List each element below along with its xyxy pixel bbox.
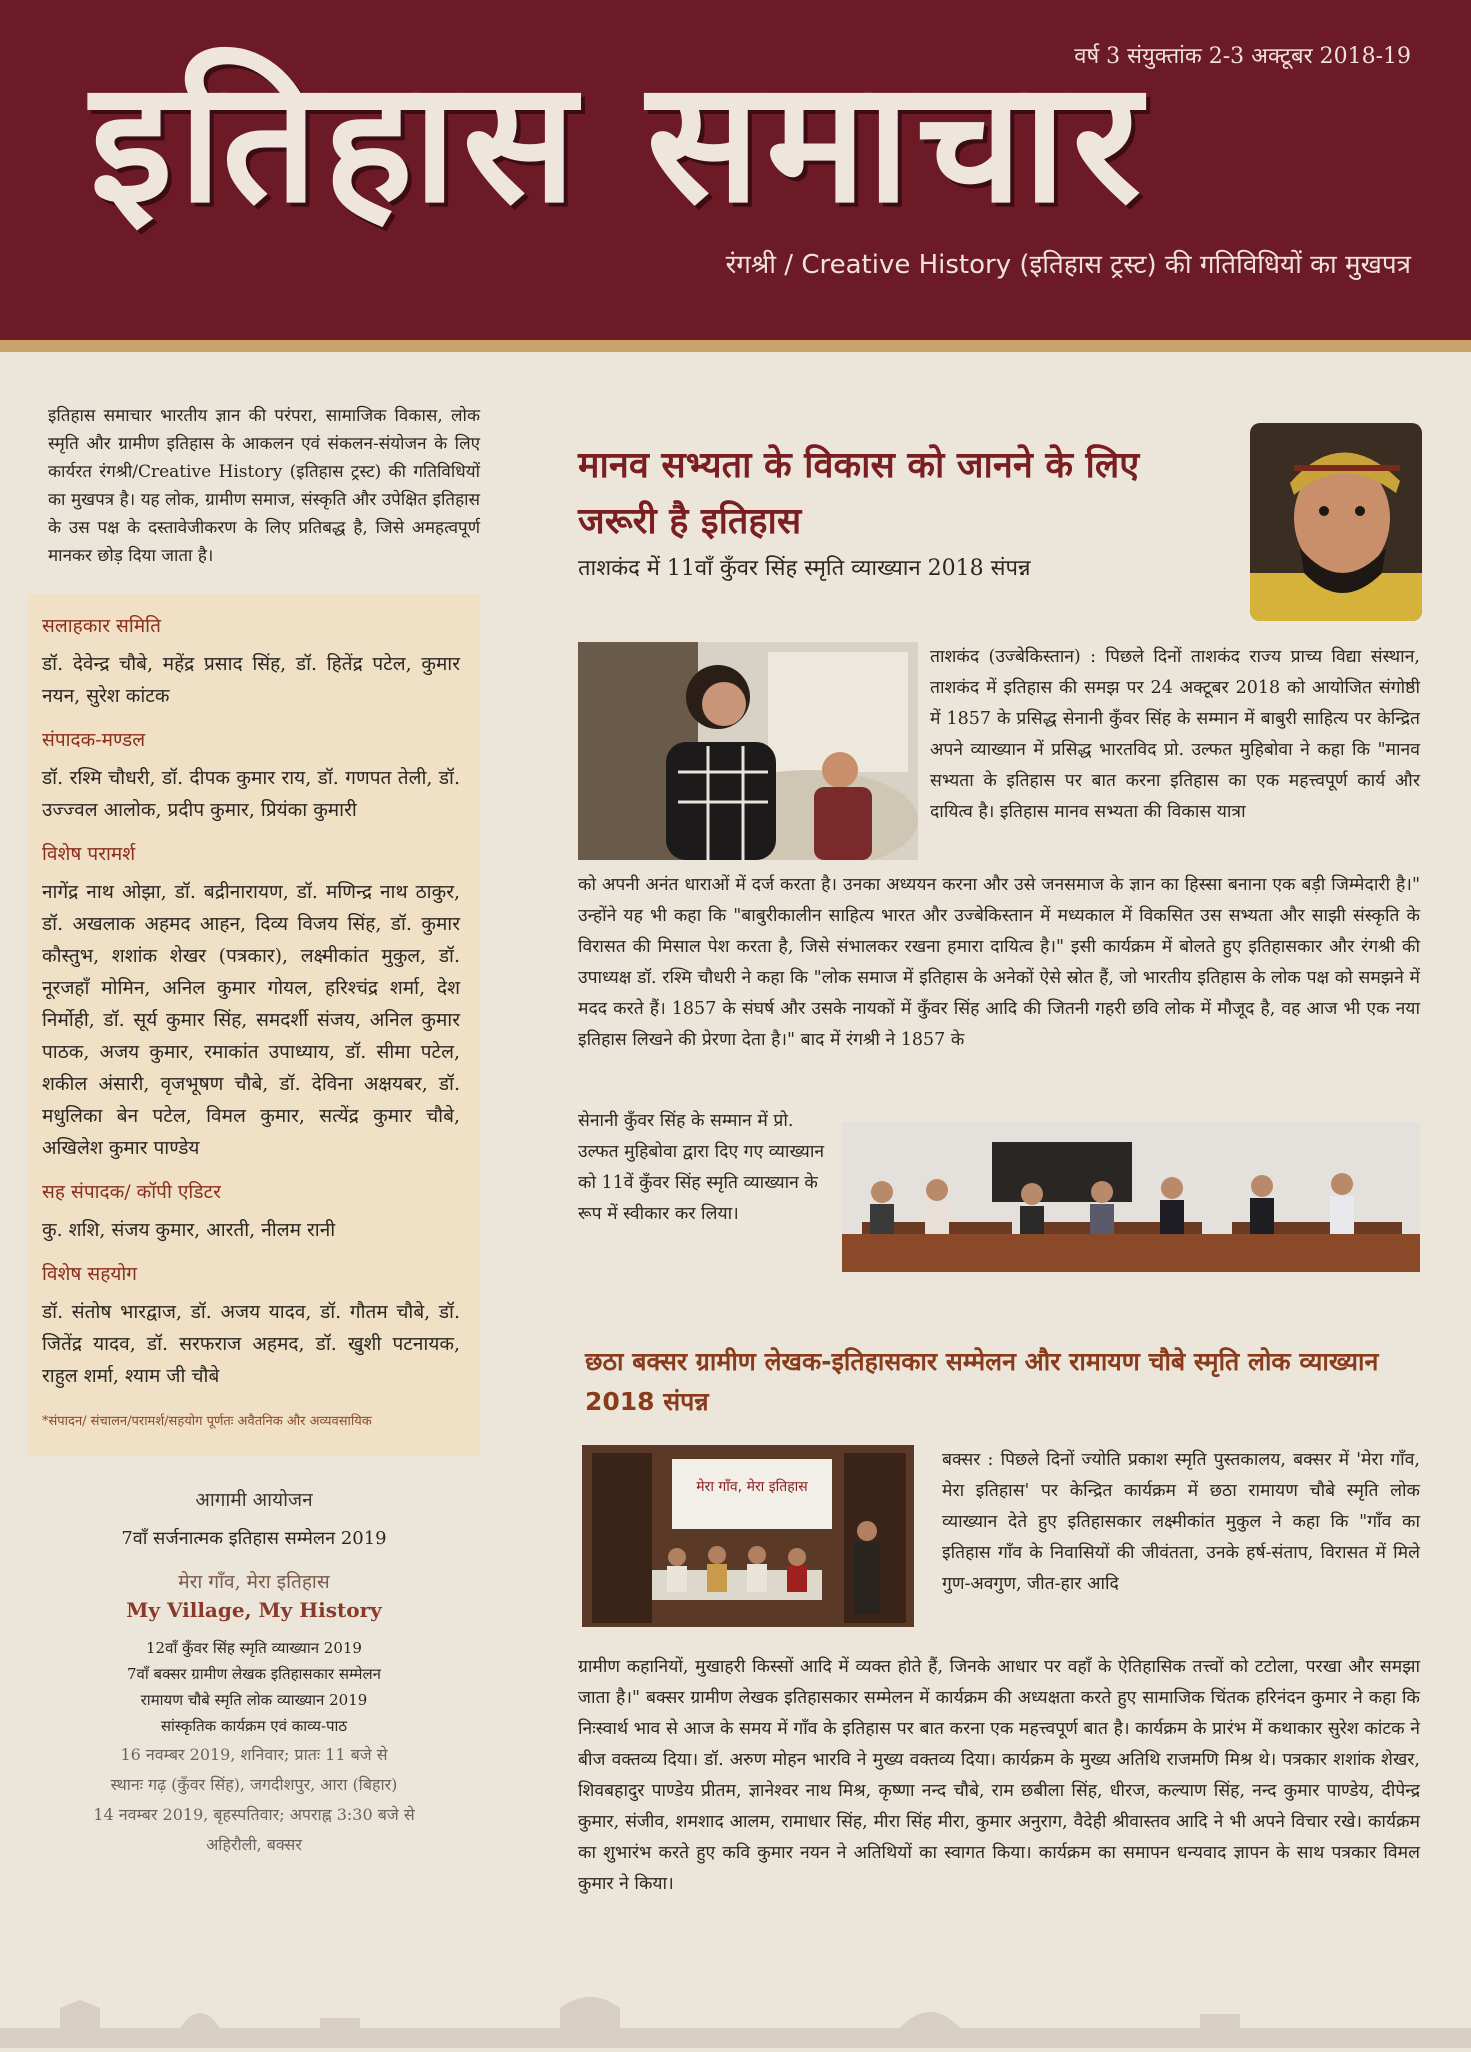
newsletter-title: इतिहास समाचार bbox=[90, 44, 1147, 240]
section-heading: विशेष सहयोग bbox=[42, 1263, 137, 1285]
section-heading: सलाहकार समिति bbox=[42, 615, 161, 637]
events-motto-english: My Village, My History bbox=[126, 1598, 382, 1622]
events-line: 7वाँ बक्सर ग्रामीण लेखक इतिहासकार सम्मेलन bbox=[127, 1665, 381, 1683]
section-heading: सह संपादक/ कॉपी एडिटर bbox=[42, 1181, 221, 1203]
events-venue: अहिरौली, बक्सर bbox=[206, 1835, 302, 1854]
section-heading: विशेष परामर्श bbox=[42, 843, 136, 865]
newsletter-subtitle: रंगश्री / Creative History (इतिहास ट्रस्ट) की गतिविधियों का मुखपत्र bbox=[725, 250, 1411, 280]
article-subheadline: ताशकंद में 11वाँ कुँवर सिंह स्मृति व्याख्यान 2018 संपन्न bbox=[578, 556, 1031, 581]
section-text: कु. शशि, संजय कुमार, आरती, नीलम रानी bbox=[42, 1219, 336, 1241]
events-date: 14 नवम्बर 2019, बृहस्पतिवार; अपराह्न 3:30 बजे से bbox=[93, 1805, 415, 1824]
section-text: डॉ. रश्मि चौधरी, डॉ. दीपक कुमार राय, डॉ. गणपत तेली, डॉ. उज्ज्वल आलोक, प्रदीप कुमार, प्रियंका कुमारी bbox=[42, 767, 460, 821]
sidebar-intro: इतिहास समाचार भारतीय ज्ञान की परंपरा, सामाजिक विकास, लोक स्मृति और ग्रामीण इतिहास के आकलन एवं संकलन-संयोजन के लिए कार्यरत रंगश्री/Creative History (इतिहास ट्रस्ट) की गतिविधियों का मुखपत्र है। यह लोक, ग्रामीण समाज, संस्कृति और उपेक्षित इतिहास के उस पक्ष के दस्तावेजीकरण के लिए प्रतिबद्ध है, जिसे अमहत्वपूर्ण मानकर छोड़ दिया जाता है। bbox=[48, 406, 480, 566]
article-body: बक्सर : पिछले दिनों ज्योति प्रकाश स्मृति पुस्तकालय, बक्सर में 'मेरा गाँव, मेरा इतिहास' पर केन्द्रित कार्यक्रम में छठा रामायण चौबे स्मृति लोक व्याख्यान देते हुए इतिहासकार लक्ष्मीकांत मुकुल ने कहा कि "गाँव का इतिहास गाँव के निवासियों की जीवंतता, उनके हर्ष-संताप, विरासत में मिले गुण-अवगुण, जीत-हार आदि bbox=[942, 1450, 1420, 1594]
article-body: सेनानी कुँवर सिंह के सम्मान में प्रो. उल्फत मुहिबोवा द्वारा दिए गए व्याख्यान को 11वें कुँवर सिंह स्मृति व्याख्यान के रूप में स्वीकार कर लिया। bbox=[578, 1111, 825, 1224]
credits-box bbox=[28, 594, 480, 1456]
audience-photo bbox=[842, 1122, 1420, 1272]
events-line: 7वाँ सर्जनात्मक इतिहास सम्मेलन 2019 bbox=[121, 1528, 387, 1549]
section-text: डॉ. देवेन्द्र चौबे, महेंद्र प्रसाद सिंह, डॉ. हितेंद्र पटेल, कुमार नयन, सुरेश कांटक bbox=[42, 653, 460, 707]
section-text: डॉ. संतोष भारद्वाज, डॉ. अजय यादव, डॉ. गौतम चौबे, डॉ. जितेंद्र यादव, डॉ. सरफराज अहमद, डॉ. खुशी पटनायक, राहुल शर्मा, श्याम जी चौबे bbox=[42, 1301, 460, 1387]
masthead bbox=[0, 0, 1471, 340]
events-motto-hindi: मेरा गाँव, मेरा इतिहास bbox=[178, 1571, 330, 1593]
sidebar bbox=[28, 402, 480, 1860]
section-heading: संपादक-मण्डल bbox=[42, 729, 146, 751]
seminar-photo bbox=[582, 1445, 914, 1627]
article-headline: छठा बक्सर ग्रामीण लेखक-इतिहासकार सम्मेलन और रामायण चौबे स्मृति लोक व्याख्यान 2018 संपन्न bbox=[585, 1347, 1379, 1416]
article-body: को अपनी अनंत धाराओं में दर्ज करता है। उनका अध्ययन करना और उसे जनसमाज के ज्ञान का हिस्सा बनाना एक बड़ी जिम्मेदारी है।" उन्होंने यह भी कहा कि "बाबुरीकालीन साहित्य भारत और उज्बेकिस्तान में मध्यकाल में विकसित उस सभ्यता और साझी संस्कृति के विरासत की मिसाल पेश करता है, जिसे संभालकर रखना हमारा दायित्व है।" इसी कार्यक्रम में बोलते हुए इतिहासकार और रंगश्री की उपाध्यक्ष डॉ. रश्मि चौधरी ने कहा कि "लोक समाज में इतिहास के अनेकों ऐसे स्रोत हैं, जो भारतीय इतिहास के लोक पक्ष को समझने में मदद करते हैं। 1857 के संघर्ष और उसके नायकों में कुँवर सिंह आदि की जितनी गहरी छवि लोक में मौजूद है, वह आज भी एक नया इतिहास लिखने की प्रेरणा देता है।" बाद में रंगश्री ने 1857 के bbox=[578, 875, 1420, 1050]
lecture-photo bbox=[578, 642, 918, 860]
article-body: ताशकंद (उज्बेकिस्तान) : पिछले दिनों ताशकंद राज्य प्राच्य विद्या संस्थान, ताशकंद में इतिहास की समझ पर 24 अक्टूबर 2018 को आयोजित संगोष्ठी में 1857 के प्रसिद्ध सेनानी कुँवर सिंह के सम्मान में बाबुरी साहित्य पर केन्द्रित अपने व्याख्यान में प्रसिद्ध भारतविद प्रो. उल्फत मुहिबोवा ने कहा कि "मानव सभ्यता के इतिहास पर बात करना इतिहास का एक महत्त्वपूर्ण कार्य और दायित्व है। इतिहास मानव सभ्यता की विकास यात्रा bbox=[930, 647, 1420, 822]
masthead-divider bbox=[0, 340, 1471, 352]
seminar-banner-text: मेरा गाँव, मेरा इतिहास bbox=[696, 1479, 808, 1495]
events-date: 16 नवम्बर 2019, शनिवार; प्रातः 11 बजे से bbox=[120, 1745, 388, 1764]
monument-skyline bbox=[0, 1978, 1471, 2048]
credits-note: *संपादन/ संचालन/परामर्श/सहयोग पूर्णतः अवैतनिक और अव्यवसायिक bbox=[42, 1414, 372, 1429]
events-venue: स्थानः गढ़ (कुँवर सिंह), जगदीशपुर, आरा (बिहार) bbox=[110, 1775, 398, 1794]
article-headline: मानव सभ्यता के विकास को जानने के लिए जरूरी है इतिहास bbox=[578, 445, 1140, 542]
section-text: नागेंद्र नाथ ओझा, डॉ. बद्रीनारायण, डॉ. मणिन्द्र नाथ ठाकुर, डॉ. अखलाक अहमद आहन, दिव्य विजय सिंह, डॉ. कुमार कौस्तुभ, शशांक शेखर (पत्रकार), लक्ष्मीकांत मुकुल, डॉ. नूरजहाँ मोमिन, अनिल कुमार गोयल, हरिश्चंद्र शर्मा, देश निर्मोही, डॉ. सूर्य कुमार सिंह, समदर्शी संजय, अनिल कुमार पाठक, अजय कुमार, रमाकांत उपाध्याय, डॉ. सीमा पटेल, शकील अंसारी, वृजभूषण चौबे, डॉ. देविना अक्षयबर, डॉ. मधुलिका बेन पटेल, विमल कुमार, सत्येंद्र कुमार चौबे, अखिलेश कुमार पाण्डेय bbox=[42, 881, 460, 1159]
article-body: ग्रामीण कहानियों, मुखाहरी किस्सों आदि में व्यक्त होते हैं, जिनके आधार पर वहाँ के ऐतिहासिक तत्त्वों को टटोला, परखा और समझा जाता है।" बक्सर ग्रामीण लेखक इतिहासकार सम्मेलन में कार्यक्रम की अध्यक्षता करते हुए सामाजिक चिंतक हरिनंदन कुमार ने कहा कि निःस्वार्थ भाव से आज के समय में गाँव के इतिहास पर बात करना एक महत्त्वपूर्ण बात है। कार्यक्रम के प्रारंभ में कथाकार सुरेश कांटक ने बीज वक्तव्य दिया। डॉ. अरुण मोहन भारवि ने मुख्य वक्तव्य दिया। कार्यक्रम के मुख्य अतिथि राजमणि मिश्र थे। पत्रकार शशांक शेखर, शिवबहादुर पाण्डेय प्रीतम, ज्ञानेश्वर नाथ मिश्र, कृष्णा नन्द चौबे, राम छबीला सिंह, धीरज, कल्याण सिंह, नन्द कुमार पाण्डेय, दीपेन्द्र कुमार, संजीव, शमशाद आलम, रामाधार सिंह, मीरा सिंह मीरा, कुमार अनुराग, वैदेही श्रीवास्तव आदि ने भी अपने विचार रखे। कार्यक्रम का शुभारंभ करते हुए कवि कुमार नयन ने अतिथियों का स्वागत किया। कार्यक्रम का समापन धन्यवाद ज्ञापन के साथ पत्रकार विमल कुमार ने किया। bbox=[578, 1657, 1420, 1894]
events-line: सांस्कृतिक कार्यक्रम एवं काव्य-पाठ bbox=[160, 1717, 348, 1735]
issue-line: वर्ष 3 संयुक्तांक 2-3 अक्टूबर 2018-19 bbox=[1074, 44, 1411, 69]
events-line: 12वाँ कुँवर सिंह स्मृति व्याख्यान 2019 bbox=[146, 1639, 362, 1657]
events-heading: आगामी आयोजन bbox=[195, 1489, 313, 1511]
kunwar-singh-portrait bbox=[1250, 423, 1422, 621]
events-line: रामायण चौबे स्मृति लोक व्याख्यान 2019 bbox=[140, 1691, 368, 1709]
upcoming-events bbox=[28, 1486, 480, 1856]
